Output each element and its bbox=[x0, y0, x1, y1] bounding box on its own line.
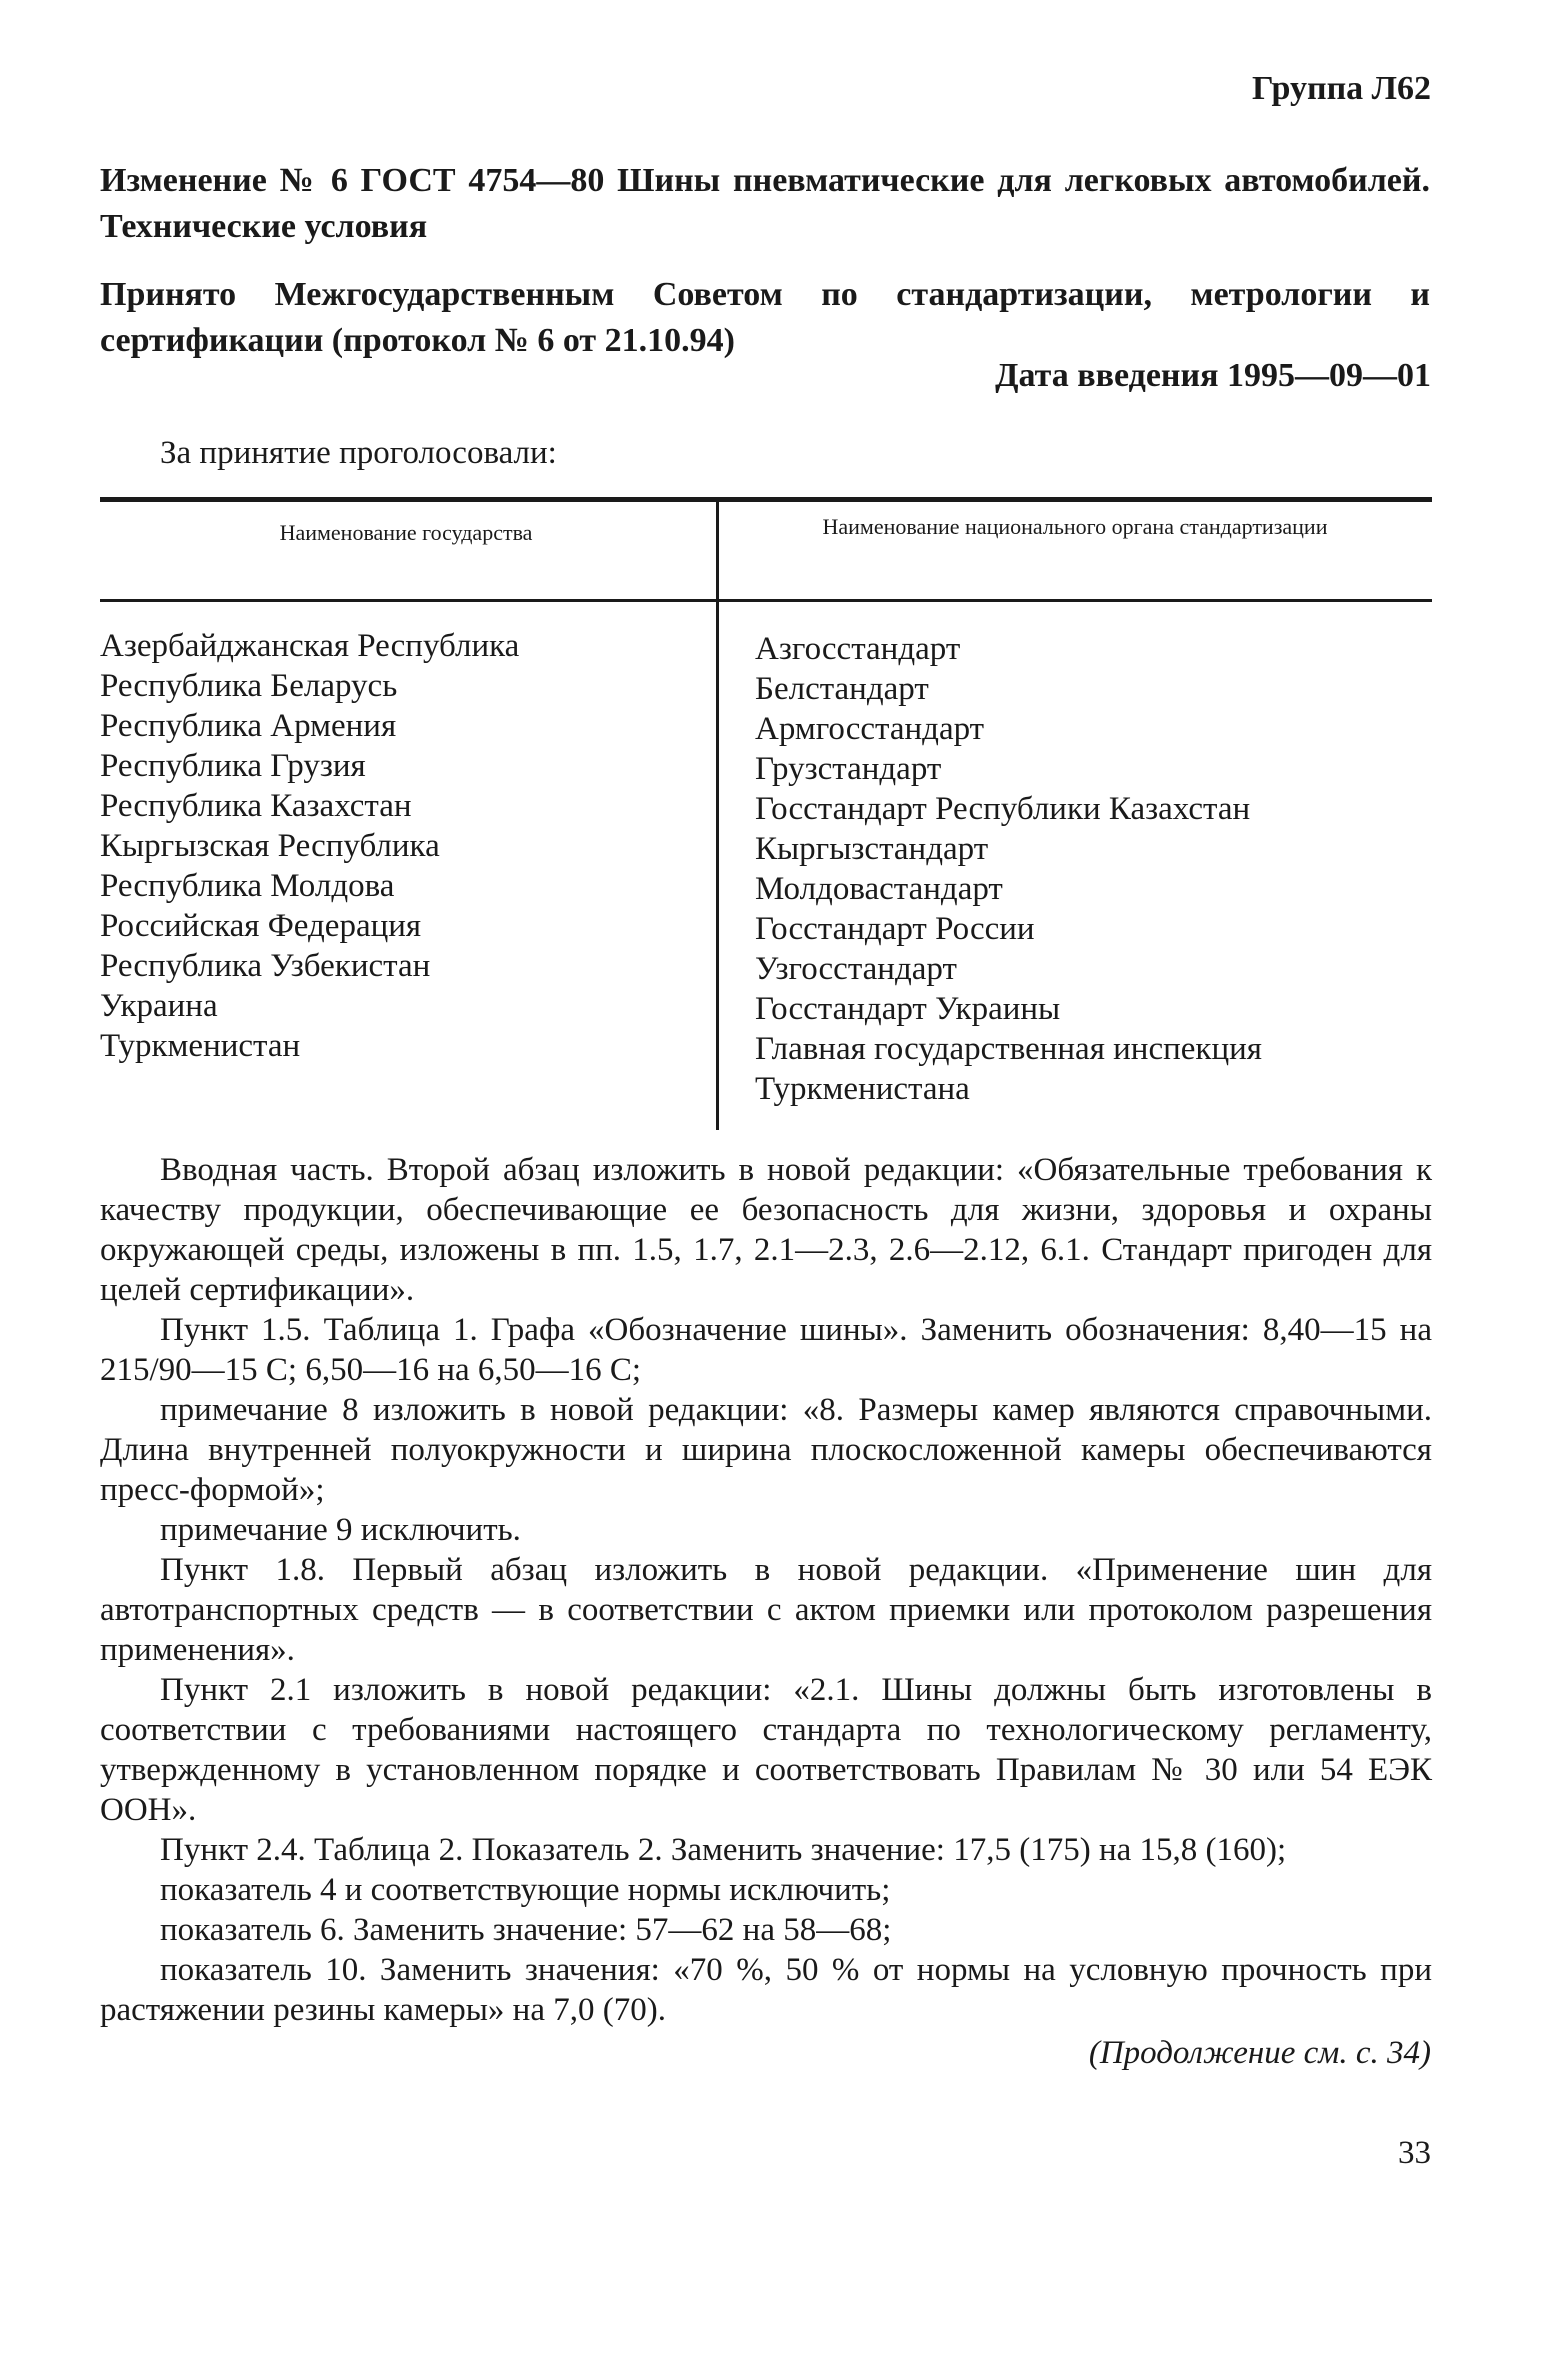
states-list bbox=[100, 626, 700, 1066]
state-item: Туркменистан bbox=[100, 1028, 301, 1064]
body-item: Узгосстандарт bbox=[755, 951, 957, 987]
body-item: Главная государственная инспекция bbox=[755, 1031, 1262, 1067]
body-item: Грузстандарт bbox=[755, 751, 942, 787]
body-item: Туркменистана bbox=[755, 1071, 970, 1107]
amendment-text bbox=[100, 1150, 1432, 2030]
table-header-body: Наименование национального органа стандартизации bbox=[822, 514, 1328, 539]
paragraph: показатель 4 и соответствующие нормы исключить; bbox=[160, 1872, 891, 1908]
group-code: Группа Л62 bbox=[1252, 70, 1431, 107]
state-item: Украина bbox=[100, 988, 218, 1024]
table-top-rule bbox=[100, 497, 1432, 502]
state-item: Азербайджанская Республика bbox=[100, 628, 520, 664]
state-item: Республика Беларусь bbox=[100, 668, 398, 704]
adopted-by: Принято Межгосударственным Советом по стандартизации, метрологии и сертификации (протокол № 6 от 21.10.94) bbox=[100, 276, 1430, 359]
paragraph: показатель 6. Заменить значение: 57—62 на 58—68; bbox=[160, 1912, 892, 1948]
body-item: Госстандарт Украины bbox=[755, 991, 1061, 1027]
page-number: 33 bbox=[1398, 2135, 1431, 2171]
standards-bodies-list bbox=[755, 629, 1435, 1109]
paragraph: Пункт 2.1 изложить в новой редакции: «2.1. Шины должны быть изготовлены в соответствии с требованиями настоящего стандарта по технологическому регламенту, утвержденному в установленном порядке и соответствовать Правилам № 30 или 54 ЕЭК ООН». bbox=[100, 1672, 1432, 1828]
state-item: Кыргызская Республика bbox=[100, 828, 440, 864]
voted-intro: За принятие проголосовали: bbox=[160, 435, 557, 471]
state-item: Республика Армения bbox=[100, 708, 397, 744]
table-header-rule bbox=[100, 599, 1432, 602]
table-column-divider bbox=[716, 500, 719, 1130]
paragraph: примечание 8 изложить в новой редакции: «8. Размеры камер являются справочными. Длина внутренней полуокружности и ширина плоскосложенной камеры обеспечиваются пресс-формой»; bbox=[100, 1392, 1432, 1508]
effective-date: Дата введения 1995—09—01 bbox=[995, 357, 1431, 394]
state-item: Российская Федерация bbox=[100, 908, 422, 944]
body-item: Армгосстандарт bbox=[755, 711, 985, 747]
table-header-state: Наименование государства bbox=[279, 520, 533, 545]
body-item: Азгосстандарт bbox=[755, 631, 961, 667]
state-item: Республика Грузия bbox=[100, 748, 366, 784]
continuation-note: (Продолжение см. с. 34) bbox=[1088, 2035, 1431, 2071]
paragraph: примечание 9 исключить. bbox=[160, 1512, 521, 1548]
paragraph: Пункт 1.8. Первый абзац изложить в новой редакции. «Применение шин для автотранспортных средств — в соответствии с актом приемки или протоколом разрешения применения». bbox=[100, 1552, 1432, 1668]
state-item: Республика Узбекистан bbox=[100, 948, 431, 984]
paragraph: Вводная часть. Второй абзац изложить в новой редакции: «Обязательные требования к качеству продукции, обеспечивающие ее безопасность для жизни, здоровья и охраны окружающей среды, изложены в пп. 1.5, 1.7, 2.1—2.3, 2.6—2.12, 6.1. Стандарт пригоден для целей сертификации». bbox=[100, 1152, 1432, 1308]
body-item: Молдовастандарт bbox=[755, 871, 1003, 907]
state-item: Республика Молдова bbox=[100, 868, 395, 904]
body-item: Кыргызстандарт bbox=[755, 831, 989, 867]
paragraph: показатель 10. Заменить значения: «70 %, 50 % от нормы на условную прочность при растяжении резины камеры» на 7,0 (70). bbox=[100, 1952, 1432, 2028]
body-item: Белстандарт bbox=[755, 671, 929, 707]
paragraph: Пункт 1.5. Таблица 1. Графа «Обозначение шины». Заменить обозначения: 8,40—15 на 215/90—15 С; 6,50—16 на 6,50—16 С; bbox=[100, 1312, 1432, 1388]
change-title: Изменение № 6 ГОСТ 4754—80 Шины пневматические для легковых автомобилей. Технические условия bbox=[100, 162, 1430, 245]
paragraph: Пункт 2.4. Таблица 2. Показатель 2. Заменить значение: 17,5 (175) на 15,8 (160); bbox=[160, 1832, 1287, 1868]
body-item: Госстандарт Республики Казахстан bbox=[755, 791, 1251, 827]
state-item: Республика Казахстан bbox=[100, 788, 412, 824]
body-item: Госстандарт России bbox=[755, 911, 1035, 947]
